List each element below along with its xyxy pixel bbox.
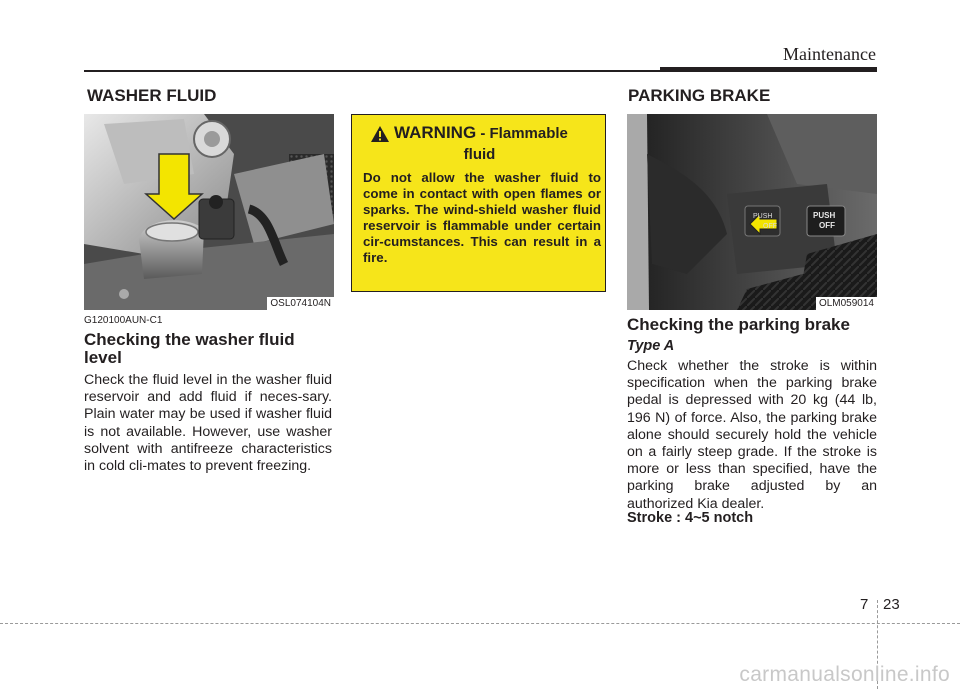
type-a-label: Type A — [627, 338, 675, 354]
warning-topic-b: fluid — [463, 146, 496, 163]
chapter-number: 7 — [860, 596, 869, 613]
warning-sep: - — [476, 125, 490, 142]
header-rule-accent — [660, 67, 877, 72]
warning-triangle-icon — [370, 125, 390, 143]
stroke-spec: Stroke : 4~5 notch — [627, 510, 754, 526]
warning-box — [351, 114, 606, 292]
watermark: carmanualsonline.info — [739, 663, 950, 686]
page-number: 23 — [883, 596, 900, 613]
warning-label: WARNING — [394, 123, 477, 142]
washer-check-body: Check the fluid level in the washer fluid reservoir and add fluid if neces-sary. Plain water may be used if washer fluid is not available. However, use washer solvent with antifreeze characteristics in cold cli-mates to prevent freezing. — [84, 372, 332, 475]
warning-body: Do not allow the washer fluid to come in contact with open flames or sparks. The wind-shield washer fluid reservoir is flammable under certain cir-cumstances. This can result in a fire. — [363, 170, 601, 265]
brake-check-body: Check whether the stroke is within specification when the parking brake pedal is depressed with 20 kg (44 lb, 196 N) of force. Also, the parking brake alone should securely hold the vehicle on a fairly steep grade. If the stroke is more or less than specified, have the parking brake adjusted by an authorized Kia dealer. — [627, 358, 877, 512]
pedal-label-4: OFF — [819, 221, 835, 230]
pedal-label-3: PUSH — [813, 211, 836, 220]
warning-title — [394, 123, 568, 143]
pedal-label-2: OFF — [763, 223, 777, 230]
brake-pedal-illustration — [627, 114, 877, 310]
pedal-label-1: PUSH — [753, 213, 773, 220]
reference-code: G120100AUN-C1 — [84, 315, 163, 326]
parking-brake-photo — [627, 114, 877, 310]
footer-rule — [0, 623, 960, 624]
brake-check-heading: Checking the parking brake — [627, 315, 850, 334]
washer-check-heading: Checking the washer fluid level — [84, 330, 295, 367]
photo-code-right: OLM059014 — [816, 297, 877, 310]
washer-reservoir-photo — [84, 114, 334, 310]
washer-fluid-title: WASHER FLUID — [87, 86, 217, 105]
parking-brake-title: PARKING BRAKE — [628, 86, 771, 105]
warning-topic-a: Flammable — [489, 125, 568, 142]
page-section-title: Maintenance — [783, 44, 876, 64]
photo-code-left: OSL074104N — [267, 297, 334, 310]
engine-bay-illustration — [84, 114, 334, 310]
